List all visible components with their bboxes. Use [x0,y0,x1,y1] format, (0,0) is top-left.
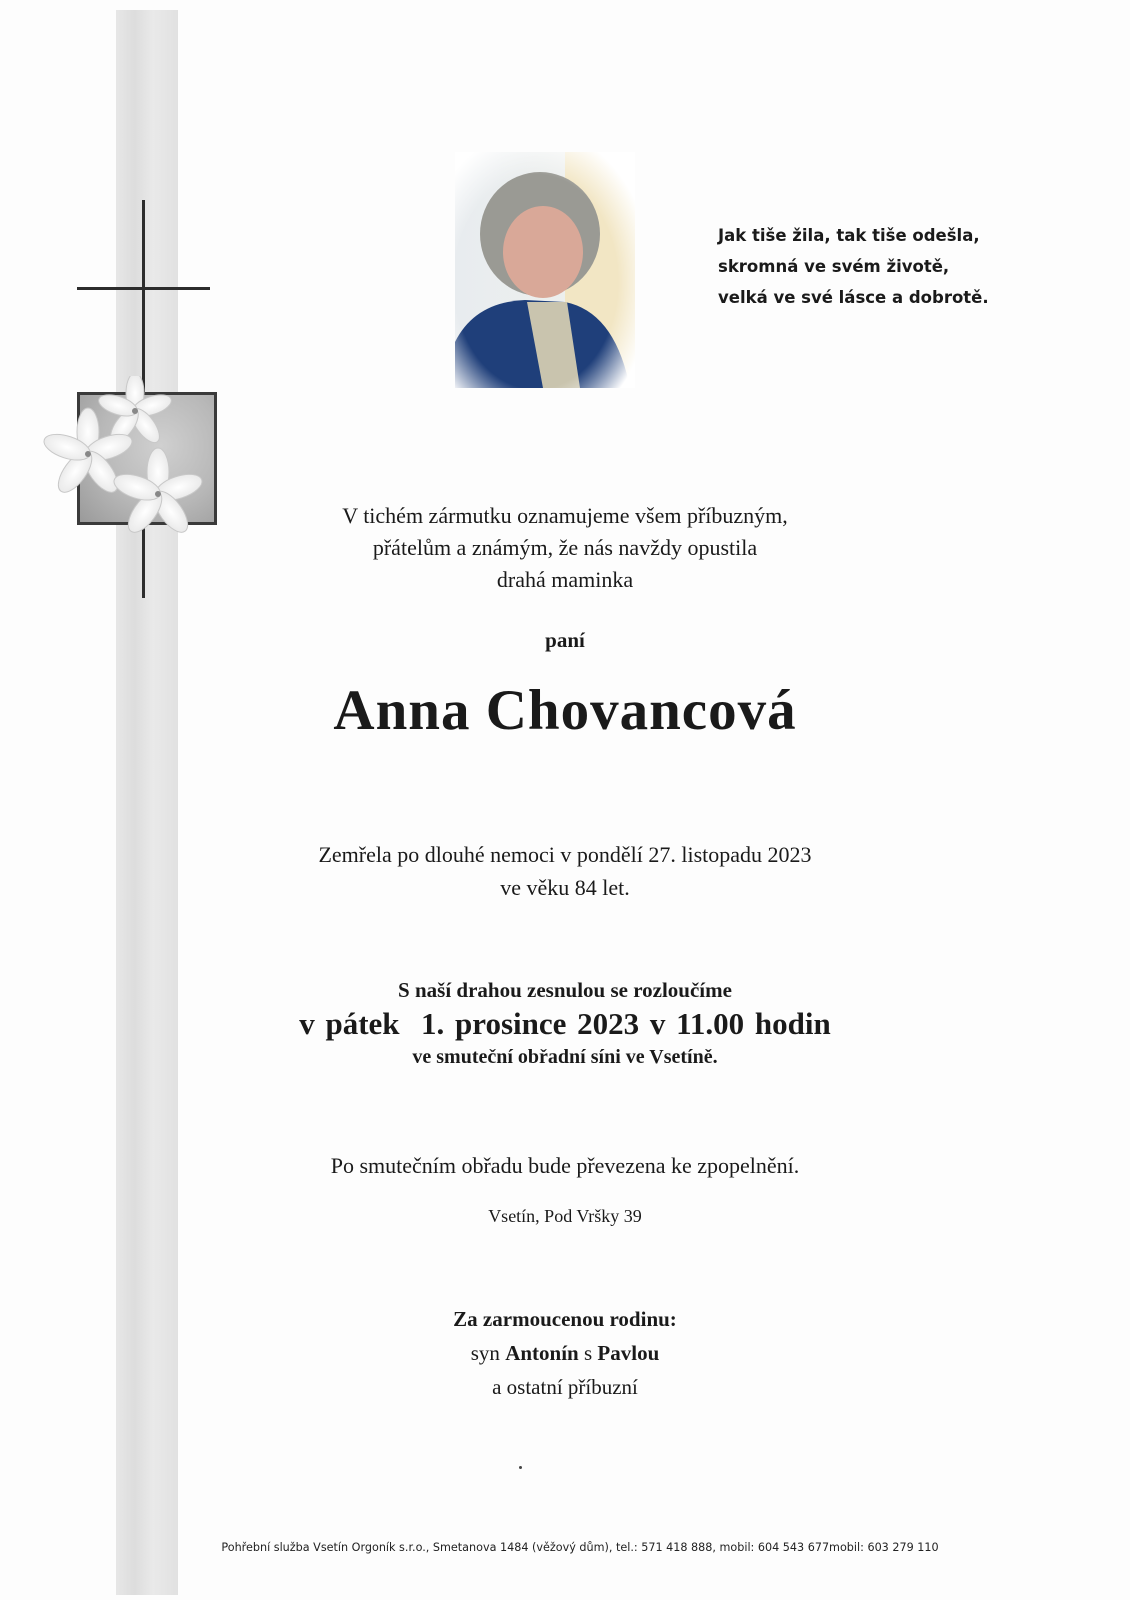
funeral-service-footer: Pohřební služba Vsetín Orgoník s.r.o., Smetanova 1484 (věžový dům), tel.: 571 418 888, mobil: 604 543 677mobil: 603 279 110 [221,1541,939,1554]
portrait-photo [455,152,635,388]
family-heading: Za zarmoucenou rodinu: [453,1307,677,1331]
stray-dot [519,1466,522,1469]
memorial-verse [718,220,1018,313]
announcement-line: drahá maminka [496,567,634,592]
son-partner: Pavlou [597,1341,660,1365]
son-prefix: syn [470,1341,506,1365]
death-line: Zemřela po dlouhé nemoci v pondělí 27. listopadu 2023 [318,842,812,867]
ceremony-place: ve smuteční obřadní síni ve Vsetíně. [412,1046,718,1068]
decorative-strip [116,10,178,1595]
ceremony-intro: S naší drahou zesnulou se rozloučíme [398,978,732,1002]
deceased-name: Anna Chovancová [333,679,797,742]
death-line: ve věku 84 let. [500,875,630,900]
son-name: Antonín [505,1341,579,1365]
family-signature [200,1302,930,1404]
honorific: paní [545,628,585,652]
ceremony-datetime: v pátek 1. prosince 2023 v 11.00 hodin [299,1006,831,1041]
death-details [200,838,930,904]
family-others: a ostatní příbuzní [492,1375,638,1399]
family-son-line [200,1336,930,1370]
verse-line: skromná ve svém životě, [718,257,950,276]
announcement-line: V tichém zármutku oznamujeme všem příbuzným, [342,503,788,528]
verse-line: Jak tiše žila, tak tiše odešla, [718,226,980,245]
announcement-line: přátelům a známým, že nás navždy opustila [372,535,758,560]
cross-horizontal-bar [77,287,210,290]
cremation-note: Po smutečním obřadu bude převezena ke zpopelnění. [330,1153,800,1178]
home-address: Vsetín, Pod Vršky 39 [488,1206,642,1226]
announcement-text [200,500,930,596]
son-mid: s [578,1341,598,1365]
verse-line: velká ve své lásce a dobrotě. [718,288,989,307]
